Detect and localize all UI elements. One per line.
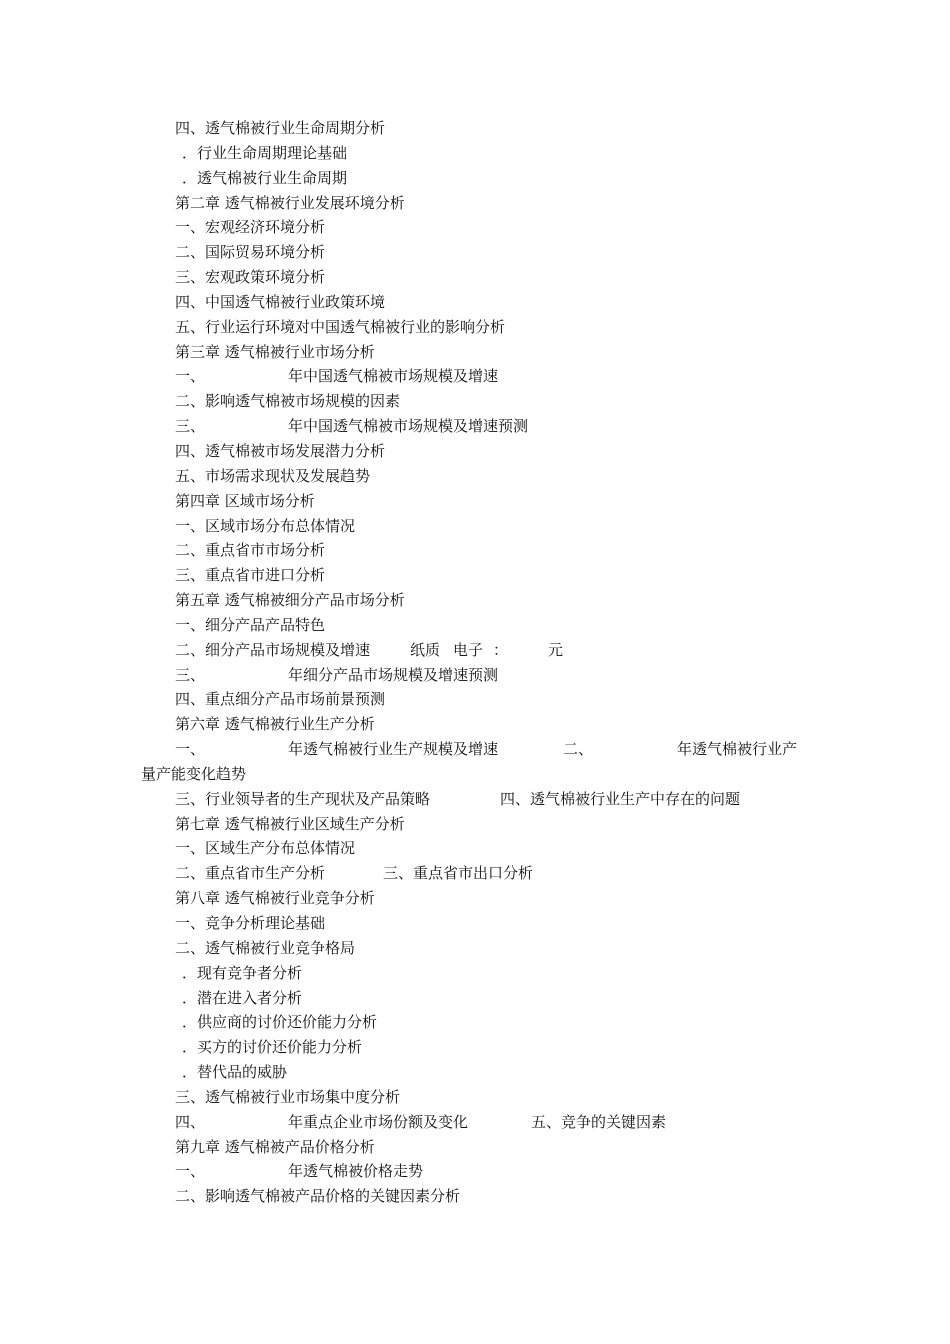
toc-line (0, 414, 950, 439)
toc-entry-text: 三、 (175, 665, 206, 684)
toc-entry-text: 五、市场需求现状及发展趋势 (175, 466, 371, 485)
toc-line (0, 538, 950, 563)
toc-line (0, 116, 950, 141)
toc-entry-text: 四、透气棉被行业生产中存在的问题 (500, 789, 741, 808)
toc-line (0, 886, 950, 911)
toc-entry-text: ．替代品的威胁 (182, 1063, 288, 1082)
toc-entry-text: 年重点企业市场份额及变化 (288, 1112, 469, 1131)
toc-entry-text: 五、竞争的关键因素 (531, 1112, 667, 1131)
toc-entry-text: 三、透气棉被行业市场集中度分析 (175, 1087, 401, 1106)
toc-entry-text: ．买方的讨价还价能力分析 (182, 1038, 363, 1057)
toc-entry-text: 年中国透气棉被市场规模及增速预测 (288, 417, 529, 436)
toc-line (0, 265, 950, 290)
toc-entry-text: 第六章 透气棉被行业生产分析 (175, 715, 375, 734)
toc-line (0, 936, 950, 961)
toc-entry-text: 四、中国透气棉被行业政策环境 (175, 292, 386, 311)
toc-line (0, 563, 950, 588)
toc-entry-text: 三、重点省市出口分析 (383, 864, 534, 883)
toc-line (0, 1010, 950, 1035)
toc-entry-text: 二、国际贸易环境分析 (175, 243, 326, 262)
toc-entry-text: 元 (548, 640, 564, 659)
toc-entry-text: 电子 (453, 640, 484, 659)
toc-line (0, 687, 950, 712)
toc-entry-text: 三、重点省市进口分析 (175, 566, 326, 585)
toc-line (0, 290, 950, 315)
toc-entry-text: 第三章 透气棉被行业市场分析 (175, 342, 375, 361)
toc-entry-text: 一、宏观经济环境分析 (175, 218, 326, 237)
toc-line (0, 911, 950, 936)
toc-entry-text: 二、 (563, 740, 594, 759)
toc-entry-text: 第八章 透气棉被行业竞争分析 (175, 889, 375, 908)
toc-entry-text: 四、透气棉被市场发展潜力分析 (175, 441, 386, 460)
toc-line (0, 762, 950, 787)
toc-entry-text: ．行业生命周期理论基础 (182, 143, 348, 162)
toc-entry-text: 年中国透气棉被市场规模及增速 (288, 367, 499, 386)
toc-entry-text: 三、宏观政策环境分析 (175, 268, 326, 287)
toc-entry-text: 一、细分产品产品特色 (175, 615, 326, 634)
toc-line (0, 961, 950, 986)
toc-line (0, 1110, 950, 1135)
toc-line (0, 315, 950, 340)
toc-line (0, 514, 950, 539)
toc-line (0, 389, 950, 414)
toc-line (0, 489, 950, 514)
toc-entry-text: 第九章 透气棉被产品价格分析 (175, 1137, 375, 1156)
toc-entry-text: ．透气棉被行业生命周期 (182, 168, 348, 187)
toc-line (0, 663, 950, 688)
toc-line (0, 812, 950, 837)
toc-line (0, 439, 950, 464)
toc-entry-text: 第四章 区域市场分析 (175, 491, 315, 510)
toc-line (0, 1135, 950, 1160)
toc-entry-text: 一、 (175, 1162, 206, 1181)
toc-line (0, 1159, 950, 1184)
toc-entry-text: ．供应商的讨价还价能力分析 (182, 1013, 378, 1032)
toc-entry-text: 一、 (175, 740, 206, 759)
toc-line (0, 588, 950, 613)
toc-entry-text: 纸质 (410, 640, 441, 659)
toc-entry-text: 二、影响透气棉被产品价格的关键因素分析 (175, 1187, 461, 1206)
toc-entry-text: 一、区域生产分布总体情况 (175, 839, 356, 858)
toc-line (0, 364, 950, 389)
toc-entry-text: 量产能变化趋势 (141, 764, 247, 783)
toc-entry-text: 二、细分产品市场规模及增速 (175, 640, 371, 659)
table-of-contents (0, 116, 950, 1209)
toc-entry-text: 年透气棉被价格走势 (288, 1162, 424, 1181)
toc-entry-text: 二、重点省市生产分析 (175, 864, 326, 883)
toc-line (0, 215, 950, 240)
toc-entry-text: 二、重点省市市场分析 (175, 541, 326, 560)
toc-line (0, 986, 950, 1011)
toc-entry-text: 年透气棉被行业生产规模及增速 (288, 740, 499, 759)
toc-line (0, 712, 950, 737)
toc-entry-text: 二、影响透气棉被市场规模的因素 (175, 392, 401, 411)
toc-line (0, 836, 950, 861)
toc-entry-text: 第二章 透气棉被行业发展环境分析 (175, 193, 405, 212)
toc-entry-text: 一、 (175, 367, 206, 386)
toc-line (0, 1184, 950, 1209)
toc-line (0, 1035, 950, 1060)
toc-line (0, 638, 950, 663)
toc-line (0, 613, 950, 638)
toc-line (0, 191, 950, 216)
toc-entry-text: 四、透气棉被行业生命周期分析 (175, 119, 386, 137)
toc-entry-text: ．潜在进入者分析 (182, 988, 303, 1007)
toc-line (0, 340, 950, 365)
toc-entry-text: 二、透气棉被行业竞争格局 (175, 938, 356, 957)
toc-entry-text: 年透气棉被行业产 (677, 740, 798, 759)
toc-line (0, 1060, 950, 1085)
toc-line (0, 141, 950, 166)
toc-entry-text: 第七章 透气棉被行业区域生产分析 (175, 814, 405, 833)
toc-entry-text: 一、竞争分析理论基础 (175, 914, 326, 932)
toc-line (0, 737, 950, 762)
toc-line (0, 464, 950, 489)
toc-line (0, 240, 950, 265)
toc-entry-text: 一、区域市场分布总体情况 (175, 516, 356, 535)
toc-line (0, 861, 950, 886)
toc-entry-text: 三、行业领导者的生产现状及产品策略 (175, 789, 431, 808)
toc-line (0, 787, 950, 812)
toc-entry-text: ．现有竞争者分析 (182, 963, 303, 982)
toc-entry-text: 年细分产品市场规模及增速预测 (288, 665, 499, 684)
toc-entry-text: ： (493, 640, 509, 659)
toc-entry-text: 五、行业运行环境对中国透气棉被行业的影响分析 (175, 317, 506, 336)
toc-line (0, 1085, 950, 1110)
toc-entry-text: 第五章 透气棉被细分产品市场分析 (175, 591, 405, 610)
toc-entry-text: 四、 (175, 1112, 206, 1131)
toc-entry-text: 三、 (175, 417, 206, 436)
toc-entry-text: 四、重点细分产品市场前景预测 (175, 690, 386, 709)
toc-line (0, 166, 950, 191)
